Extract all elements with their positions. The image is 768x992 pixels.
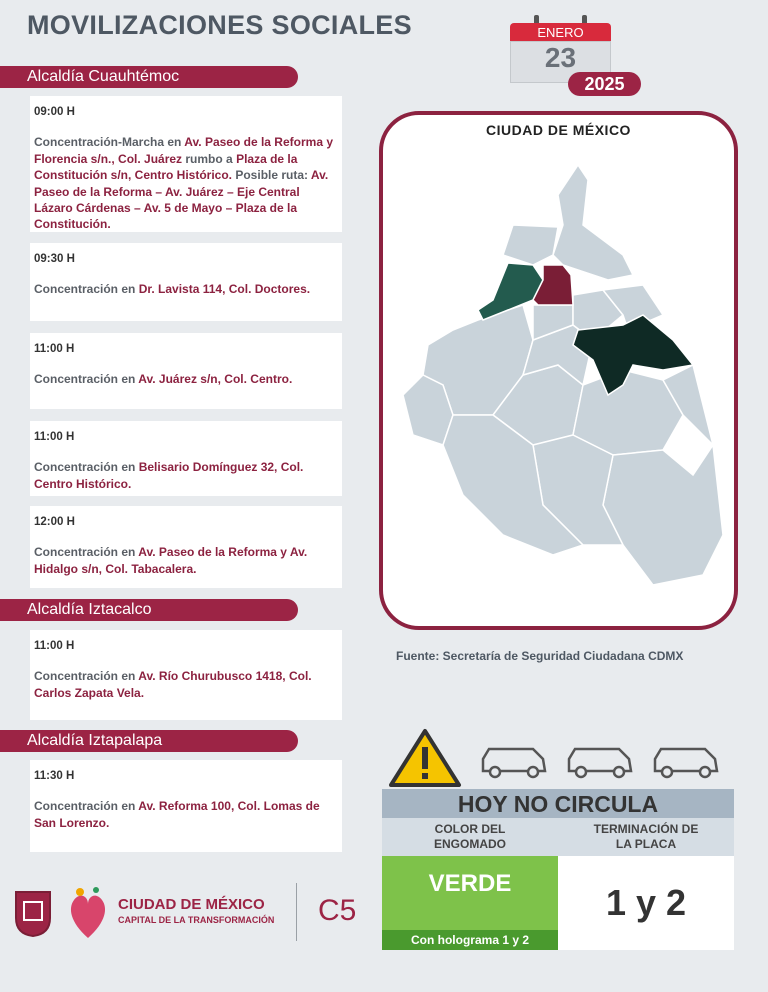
c5-logo: C5 <box>318 894 357 927</box>
event-description <box>34 459 337 492</box>
hologram-note: Con holograma 1 y 2 <box>382 930 558 950</box>
event-text: Concentración en <box>34 799 139 814</box>
event-location: Dr. Lavista 114, Col. Doctores. <box>138 282 311 297</box>
event-text: en <box>164 135 185 150</box>
source-note: Fuente: Secretaría de Seguridad Ciudadana CDMX <box>396 649 684 663</box>
hoy-no-circula-panel <box>382 789 734 950</box>
event-description <box>34 281 337 297</box>
event-location: Plaza de la Constitución s/n, Centro Histórico. <box>34 151 298 183</box>
heart-logo-icon <box>66 882 110 942</box>
map-region <box>553 165 633 280</box>
event-description <box>34 134 337 232</box>
event-card <box>30 760 342 852</box>
event-text: Concentración en <box>34 372 139 387</box>
section-header-iztapalapa: Alcaldía Iztapalapa <box>0 730 298 752</box>
map-region <box>603 445 723 585</box>
event-card <box>30 243 342 321</box>
calendar-icon <box>510 15 625 94</box>
event-time: 09:00 H <box>34 106 75 118</box>
calendar-day: 23 <box>544 42 577 73</box>
logo-divider <box>296 883 297 941</box>
calendar-month: ENERO <box>510 23 611 41</box>
city-logo-text: CIUDAD DE MÉXICO <box>118 896 265 913</box>
car-icon <box>569 749 631 777</box>
map-region <box>503 225 558 265</box>
car-icon <box>655 749 717 777</box>
hoy-no-circula-title: HOY NO CIRCULA <box>382 789 734 818</box>
section-header-iztacalco: Alcaldía Iztacalco <box>0 599 298 621</box>
map-title: CIUDAD DE MÉXICO <box>486 122 631 138</box>
event-text: Concentración en <box>34 545 139 560</box>
warning-icon <box>391 731 459 785</box>
event-description <box>34 371 337 387</box>
event-location: Av. Reforma 100, Col. Lomas de San Lorenzo. <box>34 799 320 830</box>
event-card <box>30 506 342 588</box>
event-location: Av. Paseo de la Reforma y Av. Hidalgo s/n, Col. Tabacalera. <box>34 545 308 576</box>
event-text: Concentración en <box>34 282 139 297</box>
event-location: Av. Paseo de la Reforma y Florencia s/n., Col. Juárez <box>34 135 333 166</box>
hoy-no-circula-icons <box>385 727 735 789</box>
cdmx-map <box>383 115 734 626</box>
event-time: 11:30 H <box>34 770 75 782</box>
event-description <box>34 544 337 577</box>
city-logo-subtext: CAPITAL DE LA TRANSFORMACIÓN <box>118 915 275 925</box>
calendar-year: 2025 <box>568 72 641 96</box>
event-card <box>30 333 342 409</box>
event-description <box>34 798 337 831</box>
map-panel <box>379 111 738 630</box>
event-card <box>30 96 342 232</box>
event-location: Av. Río Churubusco 1418, Col. Carlos Zapata Vela. <box>34 669 312 700</box>
event-location: Av. Paseo de la Reforma – Av. Juárez – Eje Central Lázaro Cárdenas – Av. 5 de Mayo – Plaza de la Constitución. <box>34 168 329 232</box>
engomado-color: VERDE <box>382 856 558 930</box>
footer-logos <box>12 880 372 944</box>
event-description <box>34 668 337 701</box>
event-text: Concentración en <box>34 669 139 684</box>
event-text: rumbo a <box>182 151 237 166</box>
event-time: 11:00 H <box>34 343 75 355</box>
engomado-header: COLOR DEL ENGOMADO <box>382 818 558 856</box>
event-text: Concentración-Marcha <box>34 135 165 150</box>
event-text: Concentración en <box>34 460 139 475</box>
event-time: 09:30 H <box>34 253 75 265</box>
page-title: MOVILIZACIONES SOCIALES <box>27 10 412 40</box>
event-time: 11:00 H <box>34 640 75 652</box>
car-icon <box>483 749 545 777</box>
coat-of-arms-icon <box>12 888 54 938</box>
event-text: Posible ruta: <box>232 168 311 183</box>
event-card <box>30 630 342 720</box>
plate-ending: 1 y 2 <box>558 856 734 950</box>
event-location: Av. Juárez s/n, Col. Centro. <box>138 372 293 387</box>
section-header-cuauhtemoc: Alcaldía Cuauhtémoc <box>0 66 298 88</box>
event-card <box>30 421 342 496</box>
placa-header: TERMINACIÓN DE LA PLACA <box>558 818 734 856</box>
event-time: 11:00 H <box>34 431 75 443</box>
event-location: Belisario Domínguez 32, Col. Centro Histórico. <box>34 460 304 491</box>
event-time: 12:00 H <box>34 516 75 528</box>
